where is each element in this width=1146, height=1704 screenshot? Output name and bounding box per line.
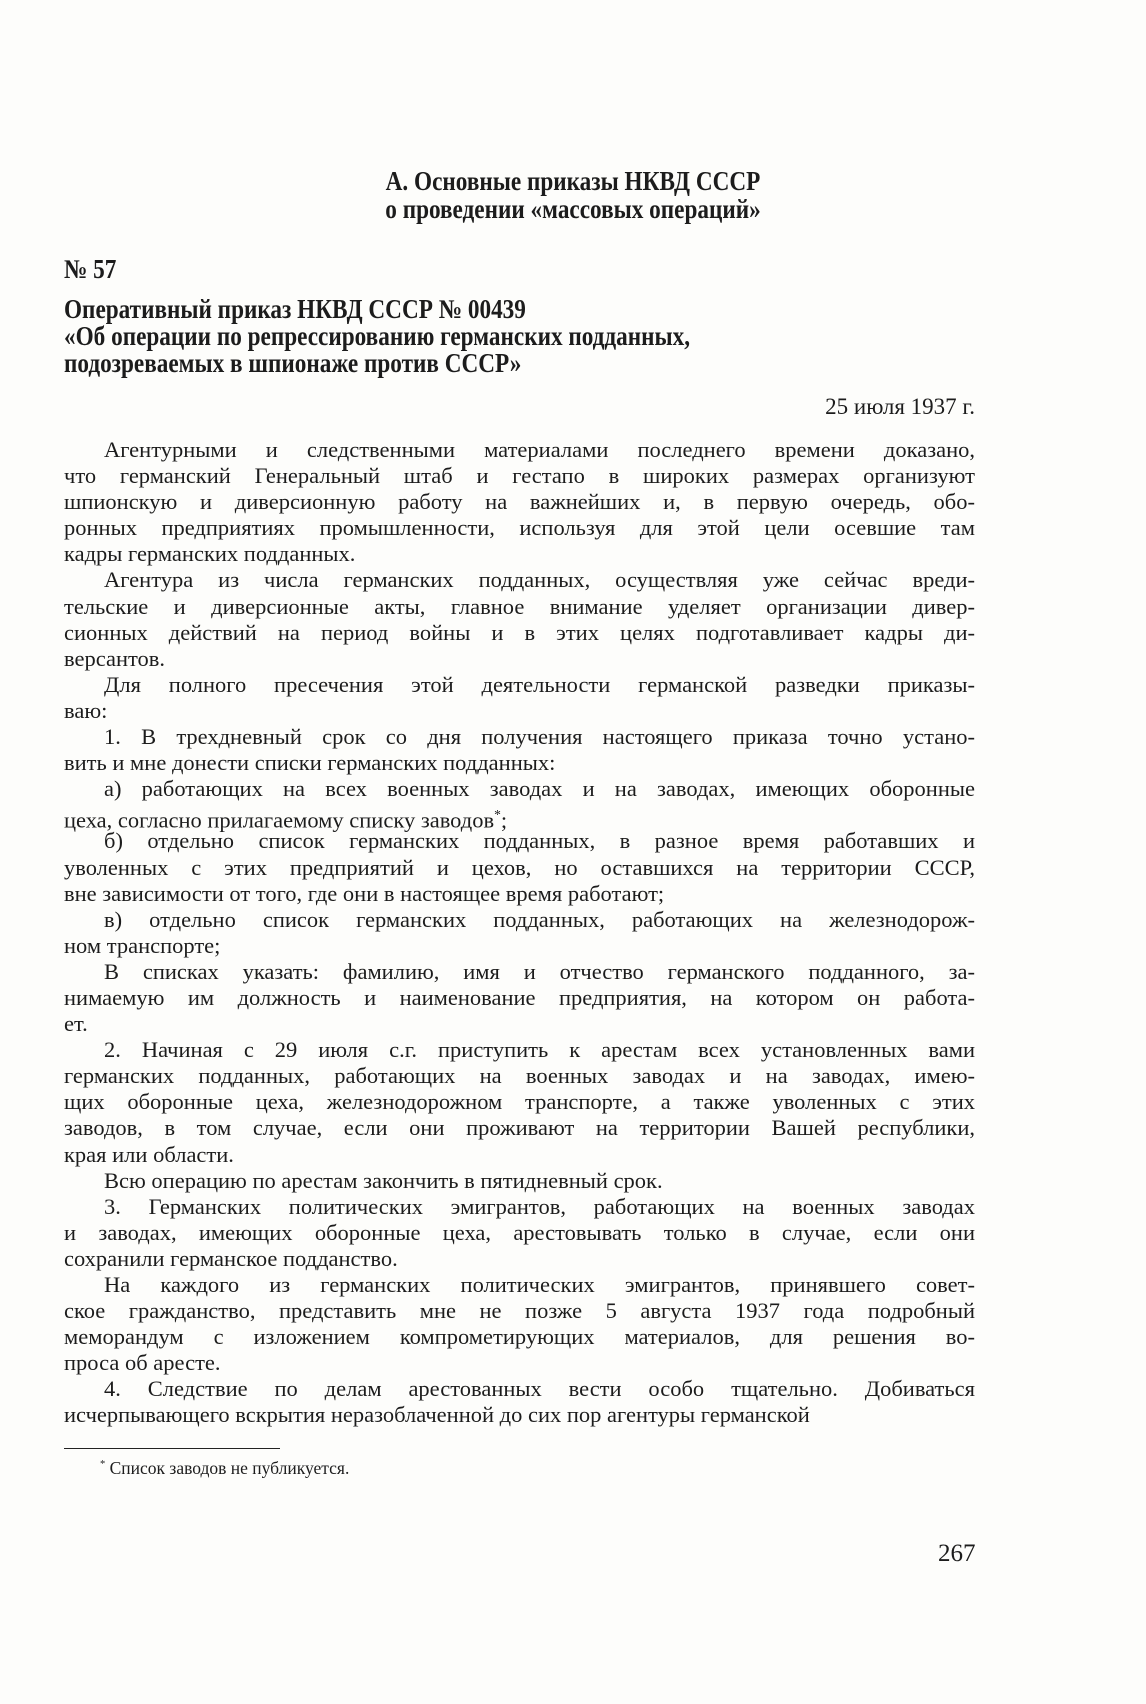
document-body — [64, 437, 975, 1429]
text-line: ронных предприятиях промышленности, используя для этой цели осевшие там — [64, 515, 975, 541]
text-line: вить и мне донести списки германских подданных: — [64, 750, 556, 776]
paragraph — [64, 1272, 975, 1376]
text-line: сохранили германское подданство. — [64, 1245, 398, 1271]
text-line: исчерпывающего вскрытия неразоблаченной до сих пор агентуры германской — [64, 1402, 810, 1428]
text-line: 4. Следствие по делам арестованных вести особо тщательно. Добиваться — [104, 1376, 975, 1402]
page-number: 267 — [938, 1540, 976, 1567]
text-line: В списках указать: фамилию, имя и отчество германского подданного, за- — [104, 958, 975, 984]
text-line: а) работающих на всех военных заводах и на заводах, имеющих оборонные — [104, 776, 975, 802]
text-line: заводов, в том случае, если они проживают на территории Вашей республики, — [64, 1115, 975, 1141]
paragraph — [64, 724, 975, 776]
text-line: версантов. — [64, 645, 166, 671]
text-line: тельские и диверсионные акты, главное внимание уделяет организации дивер- — [64, 593, 975, 619]
text-line: Всю операцию по арестам закончить в пятидневный срок. — [104, 1167, 663, 1193]
text-line: б) отдельно список германских подданных, в разное время работавших и — [104, 828, 975, 854]
text-line: Агентурными и следственными материалами последнего времени доказано, — [104, 437, 975, 462]
document-date: 25 июля 1937 г. — [825, 394, 975, 419]
text-line: щих оборонные цеха, железнодорожном транспорте, а также уволенных с этих — [64, 1089, 975, 1115]
text-line: уволенных с этих предприятий и цехов, но оставшихся на территории СССР, — [64, 854, 975, 880]
text-line: ном транспорте; — [64, 932, 221, 958]
paragraph — [64, 959, 975, 1037]
document-heading-line-3: подозреваемых в шпионаже против СССР» — [64, 348, 522, 378]
section-title-line-2: о проведении «массовых операций» — [385, 194, 761, 224]
text-line: 1. В трехдневный срок со дня получения настоящего приказа точно устано- — [104, 724, 975, 750]
paragraph — [64, 1376, 975, 1428]
text-line: ское гражданство, представить мне не позже 5 августа 1937 года подробный — [64, 1298, 975, 1324]
text-line: что германский Генеральный штаб и гестапо в широких размерах организуют — [64, 463, 975, 489]
text-line: проса об аресте. — [64, 1350, 221, 1376]
text-line: шпионскую и диверсионную работу на важнейших и, в первую очередь, обо- — [64, 489, 975, 515]
text-line: Для полного пресечения этой деятельности германской разведки приказы- — [104, 671, 975, 697]
text-line: Агентура из числа германских подданных, осуществляя уже сейчас вреди- — [104, 567, 975, 593]
section-title-line-1: А. Основные приказы НКВД СССР — [385, 166, 761, 196]
text-line: кадры германских подданных. — [64, 541, 356, 567]
text-line: сионных действий на период войны и в этих целях подготавливает кадры ди- — [64, 619, 975, 645]
text-line: нимаемую им должность и наименование предприятия, на котором он работа- — [64, 984, 975, 1010]
text-line: На каждого из германских политических эмигрантов, принявшего совет- — [104, 1272, 975, 1297]
document-heading-line-1: Оперативный приказ НКВД СССР № 00439 — [64, 294, 526, 324]
footnote-divider — [64, 1448, 280, 1449]
paragraph — [64, 437, 975, 567]
text-line: края или области. — [64, 1141, 234, 1167]
paragraph — [64, 1168, 975, 1194]
text-line: ет. — [64, 1011, 88, 1037]
paragraph — [64, 907, 975, 959]
paragraph — [64, 776, 975, 833]
paragraph — [64, 672, 975, 724]
text-line: вне зависимости от того, где они в настоящее время работают; — [64, 880, 665, 906]
text-line: 3. Германских политических эмигрантов, работающих на военных заводах — [104, 1193, 975, 1219]
footnote: * Список заводов не публикуется. — [100, 1458, 350, 1478]
document-number: № 57 — [64, 254, 117, 284]
text-line: в) отдельно список германских подданных, работающих на железнодорож- — [104, 906, 975, 932]
paragraph — [64, 567, 975, 671]
paragraph — [64, 1194, 975, 1272]
text-line: и заводах, имеющих оборонные цеха, арестовывать только в случае, если они — [64, 1219, 975, 1245]
paragraph — [64, 828, 975, 906]
text-line: германских подданных, работающих на военных заводах и на заводах, имею- — [64, 1063, 975, 1089]
text-line: меморандум с изложением компрометирующих материалов, для решения во- — [64, 1324, 975, 1350]
text-line: 2. Начиная с 29 июля с.г. приступить к арестам всех установленных вами — [104, 1037, 975, 1063]
document-heading-line-2: «Об операции по репрессированию германских подданных, — [64, 321, 691, 351]
paragraph — [64, 1037, 975, 1167]
text-line: ваю: — [64, 697, 108, 723]
text-line: цеха, согласно прилагаемому списку заводов*; — [64, 807, 508, 833]
